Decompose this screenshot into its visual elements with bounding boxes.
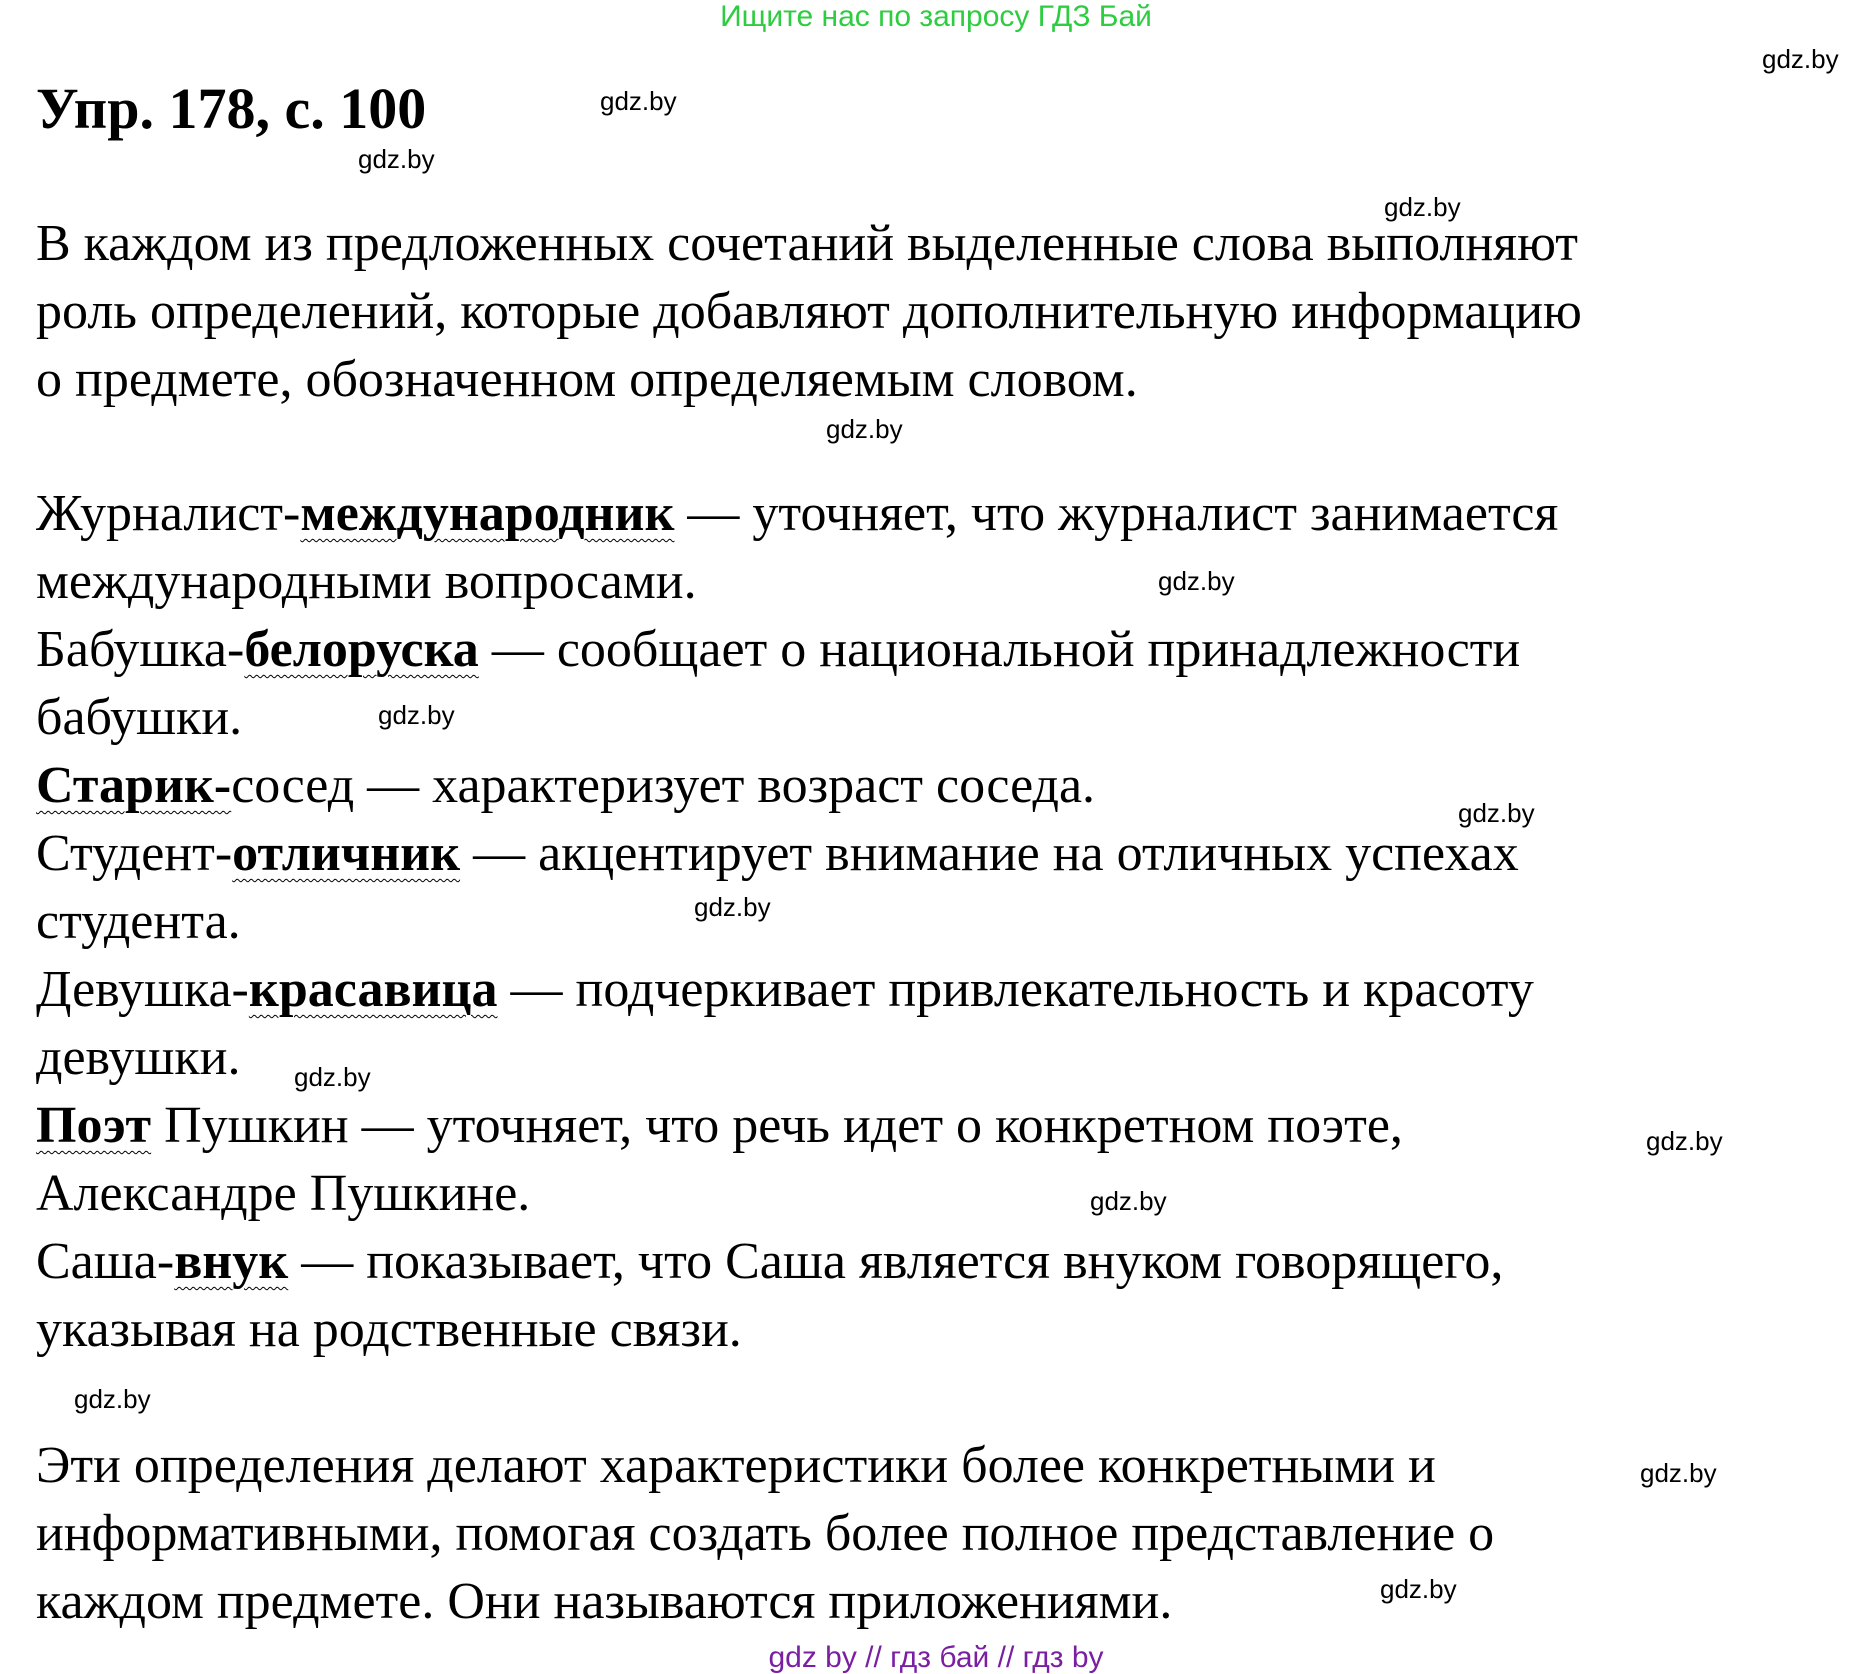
item-explanation: — уточняет, что журналист занимается xyxy=(674,485,1559,542)
item-attribute-word: отличник xyxy=(232,825,461,882)
list-item-continuation: бабушки. xyxy=(36,689,243,746)
watermark: gdz.by xyxy=(378,700,455,730)
conclusion-line: каждом предмете. Они называются приложениями. xyxy=(36,1573,1173,1630)
list-item-continuation: Александре Пушкине. xyxy=(36,1165,531,1222)
item-defined-word: Девушка- xyxy=(36,961,249,1018)
list-item xyxy=(36,480,1558,548)
item-defined-word: Саша- xyxy=(36,1233,175,1290)
item-attribute-word: Поэт xyxy=(36,1097,152,1154)
item-explanation: — показывает, что Саша является внуком говорящего, xyxy=(288,1233,1504,1290)
conclusion-line: Эти определения делают характеристики более конкретными и xyxy=(36,1437,1436,1494)
item-defined-word: Бабушка- xyxy=(36,621,245,678)
item-explanation: сосед — характеризует возраст соседа. xyxy=(231,757,1096,814)
footer-links[interactable]: gdz by // гдз бай // гдз by xyxy=(768,1641,1104,1674)
list-item-continuation: указывая на родственные связи. xyxy=(36,1301,742,1358)
list-item-continuation: девушки. xyxy=(36,1029,241,1086)
top-banner: Ищите нас по запросу ГДЗ Бай xyxy=(720,0,1152,33)
watermark: gdz.by xyxy=(1646,1126,1723,1156)
watermark: gdz.by xyxy=(1458,798,1535,828)
list-item xyxy=(36,752,1095,820)
item-explanation: — акцентирует внимание на отличных успехах xyxy=(460,825,1519,882)
watermark: gdz.by xyxy=(694,892,771,922)
item-attribute-word: белоруска xyxy=(244,621,479,678)
intro-line: В каждом из предложенных сочетаний выделенные слова выполняют xyxy=(36,215,1578,272)
list-item xyxy=(36,1228,1503,1296)
watermark: gdz.by xyxy=(358,144,435,174)
intro-line: о предмете, обозначенном определяемым словом. xyxy=(36,351,1138,408)
item-explanation: — подчеркивает привлекательность и красоту xyxy=(497,961,1534,1018)
item-attribute-word: Старик- xyxy=(36,757,232,814)
item-attribute-word: внук xyxy=(174,1233,289,1290)
list-item-continuation: студента. xyxy=(36,893,241,950)
list-item xyxy=(36,956,1534,1024)
conclusion-line: информативными, помогая создать более полное представление о xyxy=(36,1505,1495,1562)
watermark: gdz.by xyxy=(74,1384,151,1414)
watermark: gdz.by xyxy=(1640,1458,1717,1488)
item-attribute-word: международник xyxy=(300,485,675,542)
intro-line: роль определений, которые добавляют дополнительную информацию xyxy=(36,283,1582,340)
item-defined-word: Студент- xyxy=(36,825,233,882)
item-explanation: — сообщает о национальной принадлежности xyxy=(478,621,1521,678)
watermark: gdz.by xyxy=(1158,566,1235,596)
list-item xyxy=(36,820,1519,888)
exercise-title: Упр. 178, с. 100 xyxy=(36,76,427,141)
watermark: gdz.by xyxy=(1762,44,1839,74)
list-item-continuation: международными вопросами. xyxy=(36,553,697,610)
item-attribute-word: красавица xyxy=(248,961,498,1018)
watermark: gdz.by xyxy=(1380,1574,1457,1604)
item-explanation: Пушкин — уточняет, что речь идет о конкретном поэте, xyxy=(151,1097,1403,1154)
list-item xyxy=(36,616,1520,684)
watermark: gdz.by xyxy=(1090,1186,1167,1216)
watermark: gdz.by xyxy=(294,1062,371,1092)
watermark: gdz.by xyxy=(826,414,903,444)
list-item xyxy=(36,1092,1403,1160)
watermark: gdz.by xyxy=(600,86,677,116)
watermark: gdz.by xyxy=(1384,192,1461,222)
item-defined-word: Журналист- xyxy=(36,485,301,542)
